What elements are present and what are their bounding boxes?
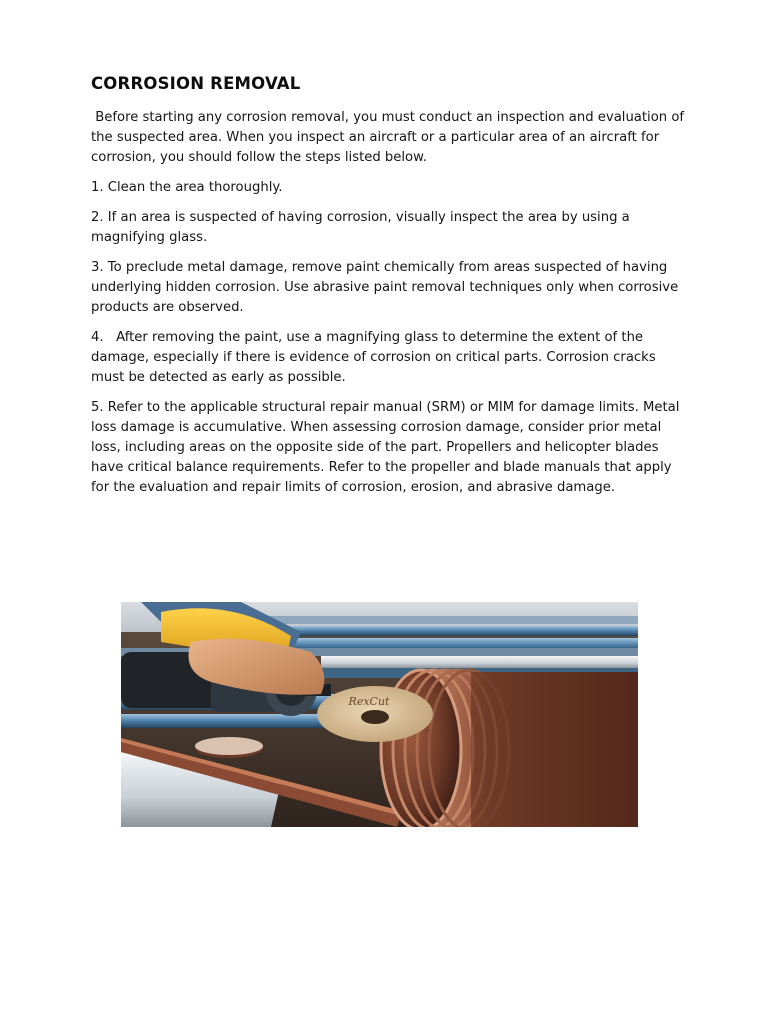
step-5-paragraph: 5. Refer to the applicable structural repair manual (SRM) or MIM for damage limits. Metal loss damage is accumulative. When assessing corrosion damage, consider prior metal loss, including areas on the opposite side of the part. Propellers and helicopter blades have critical balance requirements. Refer to the propeller and blade manuals that apply for the evaluation and repair limits of corrosion, erosion, and abrasive damage. — [91, 400, 680, 495]
corrosion-grinding-photo — [121, 602, 638, 827]
step-4-paragraph: 4. After removing the paint, use a magnifying glass to determine the extent of the damage, especially if there is evidence of corrosion on critical parts. Corrosion cracks must be detected as early as possible. — [91, 330, 656, 385]
cutting-disc — [317, 686, 433, 742]
photo-illustration — [121, 602, 638, 827]
step-3-paragraph: 3. To preclude metal damage, remove paint chemically from areas suspected of having underlying hidden corrosion. Use abrasive paint removal techniques only when corrosive products are observed. — [91, 260, 679, 315]
intro-paragraph: Before starting any corrosion removal, you must conduct an inspection and evaluation of the suspected area. When you inspect an aircraft or a particular area of an aircraft for corrosion, you should follow the steps listed below. — [91, 110, 685, 165]
rusty-pipe — [381, 670, 638, 827]
disc-brand-label: RexCut — [348, 695, 390, 708]
step-2-paragraph: 2. If an area is suspected of having corrosion, visually inspect the area by using a magnifying glass. — [91, 210, 630, 245]
step-1-paragraph: 1. Clean the area thoroughly. — [91, 180, 283, 195]
document-body — [91, 108, 691, 508]
document-title: CORROSION REMOVAL — [91, 74, 301, 93]
